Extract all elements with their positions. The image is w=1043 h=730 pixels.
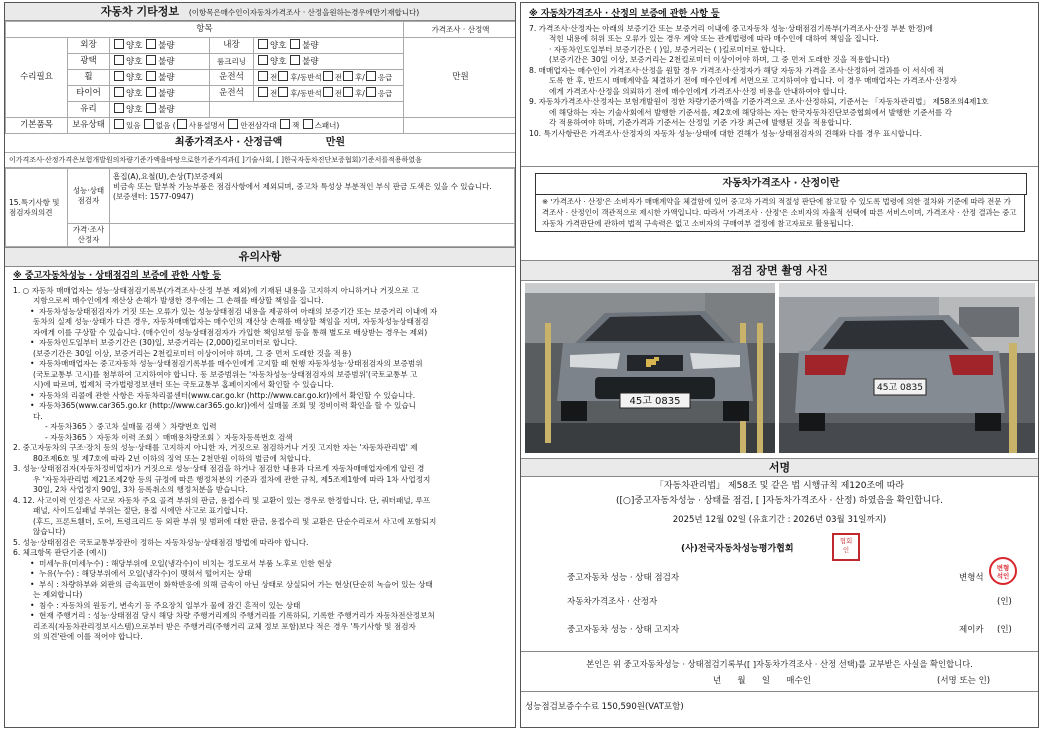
caution-line: • 현재 주행거리 : 성능·상태점검 당시 해당 차량 주행거리계의 주행거리를 기록하되, 기록한 주행거리가 자동차전산정보처	[13, 611, 507, 622]
caution-line: - 자동차365 〉자동차 이력 조회 〉매매용차량조회 〉자동차등록번호 검색	[45, 432, 293, 442]
caution-line: 다.	[33, 411, 43, 421]
checkbox[interactable]	[146, 39, 156, 49]
caution-line: 지함으로써 매수인에게 재산상 손해가 발생한 경우에는 그 손해를 배상할 책임을 집니다.	[33, 296, 324, 305]
price-line: 도록 한 후, 반드시 매매계약을 체결하기 전에 매수인에게 서면으로 고지하여야 합니다. 이 경우 매매업자는 가격조사·산정자	[549, 76, 957, 85]
caution-line: 6. 체크항목 판단기준 (예시)	[13, 548, 107, 557]
front-car-photo	[525, 283, 775, 453]
row-tire-label: 타이어	[68, 86, 110, 102]
price-unit: 만원	[404, 38, 517, 118]
checkbox[interactable]	[177, 119, 187, 129]
guarantee-fee: 성능점검보증수수료 150,590원(VAT포함)	[525, 702, 684, 712]
row-cleaning-label: 룸크리닝	[210, 54, 254, 70]
right-column	[520, 2, 1039, 728]
checkbox[interactable]	[258, 71, 268, 81]
caution-line: 동차의 실제 성능·상태가 다른 경우, 자동차매매업자는 매수인의 재산상 손해를 배상할 책임을 지며, 자동차성능상태점검	[33, 317, 429, 326]
caution-line: • 누유(누수) : 해당부위에서 오일(냉각수)이 맺혀서 떨어지는 상태	[13, 569, 507, 580]
other-info-subtitle: (이항목은매수인이자동차가격조사 · 산정을원하는경우에만기재합니다)	[188, 8, 420, 17]
checkbox[interactable]	[114, 119, 124, 129]
checkbox[interactable]	[278, 71, 288, 81]
inspector-stamp: 변형 석인	[989, 557, 1017, 585]
inspector-opinion-text: 흠집(A),요철(U),손상(T)보증제외 비금속 또는 탈부착 가능부품은 점검사항에서 제외되며, 중고차 특성상 부분적인 부식 판금 도색은 있을 수 있습니다. (보증센터: 1577-0947)	[110, 169, 515, 224]
caution-notice	[5, 267, 515, 643]
caution-line: 3. 성능·상태점검자(자동차정비업자)가 거짓으로 성능·상태 점검을 하거나 점검한 내용과 다르게 자동차매매업자에게 알린 경	[13, 464, 425, 473]
divider	[521, 651, 1038, 652]
association-seal: 협회 인	[832, 533, 860, 561]
checkbox[interactable]	[258, 39, 268, 49]
row-glass-label: 유리	[68, 102, 110, 118]
wheel-options: 양호 불량	[110, 70, 210, 86]
checkbox[interactable]	[146, 87, 156, 97]
caution-line: 4. 12. 사고이력 인정은 사고로 자동차 주요 골격 부위의 판금, 용접수리 및 교환이 있는 경우로 한정합니다. 단, 쿼터패널, 루프	[13, 495, 431, 505]
caution-line: 리조직(자동차관리정보시스템)으로부터 받은 주행거리(주행거리 교체 정보 포함)보다 적은 경우 '특기사항 및 점검자	[33, 621, 416, 631]
price-line: 에 해당하는 자는 기술사회에서 발행한 기준서를, 제2호에 해당하는 자는 한국자동차진단보증협회에서 발행한 기준서를 각	[549, 107, 952, 117]
caution-line: 30일, 2차 사업정지 90일, 3차 등록취소의 행정처분을 받습니다.	[33, 485, 248, 494]
role-inspector: 중고자동차 성능 · 상태 점검자 변형석 변형 석인	[521, 565, 1038, 589]
checkbox[interactable]	[290, 39, 300, 49]
checkbox[interactable]	[146, 71, 156, 81]
row-driver-label: 운전석	[210, 70, 254, 86]
row-driver-label-2: 운전석	[210, 86, 254, 102]
caution-line: • 부식 : 차량하부와 외판의 금속표면이 화학반응에 의해 금속이 아닌 상태로 상실되어 가는 현상(단순히 녹슬어 있는 상태	[13, 580, 507, 591]
col-price-header: 가격조사 · 산정액	[404, 22, 517, 38]
receipt-date: 년 월 일 매수인	[713, 676, 811, 686]
checkbox[interactable]	[280, 119, 290, 129]
checkbox[interactable]	[114, 55, 124, 65]
checkbox[interactable]	[258, 87, 268, 97]
price-line: (보증기간은 30일 이상, 보증거리는 2천킬로미터 이상이어야 하며, 그 중 먼저 도래한 것을 적용합니다)	[549, 55, 890, 64]
own-status-label: 보유상태	[68, 118, 110, 134]
price-line: 7. 가격조사·산정자는 아래의 보증기간 또는 보증거리 이내에 중고자동차 성능·상태점검기록부(가격조사·산정 부분 한정)에	[529, 23, 933, 33]
row-wheel-label: 휠	[68, 70, 110, 86]
left-column	[4, 2, 516, 728]
receipt-signature: (서명 또는 인)	[937, 676, 991, 686]
price-notice-heading: ※ 자동차가격조사 · 산정의 보증에 관한 사항 등	[529, 9, 720, 19]
signature-header: 서명	[521, 458, 1038, 477]
exterior-options: 양호 불량	[110, 38, 210, 54]
special-notes-label: 15.특기사항 및 점검자의의견	[6, 169, 68, 247]
tire-position-options: 전 후/동반석 전 후/ 응급	[254, 86, 404, 102]
caution-line: - 자동차365 〉중고차 실매물 검색 〉차량번호 입력	[45, 422, 217, 431]
inspector-opinion-label: 성능·상태 점검자	[68, 169, 110, 224]
col-item-header: 항목	[6, 22, 404, 38]
cleaning-options: 양호 불량	[254, 54, 404, 70]
final-price-unit: 만원	[325, 137, 346, 148]
row-gloss-label: 광택	[68, 54, 110, 70]
checkbox[interactable]	[323, 71, 333, 81]
price-opinion-text	[110, 224, 515, 247]
checkbox[interactable]	[114, 87, 124, 97]
role-price-assessor: 자동차가격조사 · 산정자 (인)	[567, 597, 1012, 607]
caution-line: (국토교통부 고시)를 첨부하여 고지하여야 합니다. 동 보증범위는 '자동차성능·상태점검자의 보증범위'(국토교통부 고	[33, 369, 418, 379]
caution-line: (후드, 프론트휀더, 도어, 트렁크리드 등 외판 부위 및 범퍼에 대한 판금, 용접수리 및 교환은 단순수리로서 사고에 포함되지	[33, 516, 437, 526]
interior-options: 양호 불량	[254, 38, 404, 54]
checkbox[interactable]	[366, 71, 376, 81]
special-notes-table	[5, 168, 515, 247]
caution-line: • 자동차매매업자는 중고자동차 성능·상태점검기록부를 매수인에게 고지할 때 현행 자동차성능·상태점검자의 보증범위	[13, 359, 507, 370]
basic-items-label: 기본품목	[6, 118, 68, 134]
role-notifier: 중고자동차 성능 · 상태 고지자 제이카 (인)	[567, 625, 1012, 635]
caution-heading: ※ 중고자동차성능 · 상태점검의 보증에 관한 사항 등	[13, 271, 221, 281]
tire-options: 양호 불량	[110, 86, 210, 102]
caution-line: 1. ○ 자동차 매매업자는 성능·상태점검기록부(가격조사·산정 부분 제외)에 기재된 내용을 고지하지 아니하거나 거짓으로 고	[13, 285, 419, 295]
checkbox[interactable]	[146, 103, 156, 113]
checkbox[interactable]	[366, 87, 376, 97]
checkbox[interactable]	[343, 87, 353, 97]
signature-line-1: 「자동차관리법」 제58조 및 같은 법 시행규칙 제120조에 따라	[654, 481, 905, 491]
wheel-position-options: 전 후/동반석 전 후/ 응급	[254, 70, 404, 86]
association-name: (사)전국자동차성능평가협회	[681, 544, 794, 554]
price-line: · 자동차인도일부터 보증기간은 ( )일, 보증거리는 ( )킬로미터로 합니다.	[549, 44, 786, 54]
caution-line: 는 제외합니다)	[33, 590, 83, 599]
caution-line: 우 '자동차관리법 제21조제2항 등의 규정에 따른 행정처분의 기준과 절차에 관한 규칙, 제5조제1항에 따라 1차 사업정지	[33, 474, 431, 484]
price-box-text: ※ '가격조사 · 산정'은 소비자가 매매계약을 체결함에 있어 중고차 가격의 적절성 판단에 참고할 수 있도록 법령에 의한 절차와 기준에 따라 전문 가격조사 · 산정인이 객관적으로 제시한 가액입니다. 따라서 '가격조사 · 산정'은 소비자의 자율적 선택에 따른 서비스이며, 가격조사 · 산정 결과는 중고자동차 가격판단에 관하여 법적 구속력은 없고 소비자의 구매여부 결정에 참고자료로 활용됩니다.	[535, 194, 1025, 232]
price-line: 9. 자동차가격조사·산정자는 보험개발원이 정한 차량기준가액을 기준가격으로 조사·산정하되, 기준서는 「자동차관리법」 제58조의4제1호	[529, 97, 989, 106]
caution-line: • 미세누유(미세누수) : 해당부위에 오일(냉각수)이 비치는 정도로서 부품 노후로 인한 현상	[13, 559, 507, 570]
glass-options: 양호 불량	[110, 102, 210, 118]
price-line: 8. 매매업자는 매수인이 가격조사·산정을 원할 경우 가격조사·산정자가 해당 자동차 가격을 조사·산정하여 결과를 이 서식에 적	[529, 65, 945, 75]
checkbox[interactable]	[146, 55, 156, 65]
front-car-illustration	[525, 283, 775, 453]
checkbox[interactable]	[114, 71, 124, 81]
final-price-row	[5, 134, 515, 153]
caution-line: 80조제6호 및 제7호에 따라 2년 이하의 징역 또는 2천만원 이하의 벌금에 처합니다.	[33, 453, 312, 463]
own-status-options: 있음 없음 ( 사용설명서 안전삼각대 잭 스패너)	[110, 118, 404, 134]
checkbox[interactable]	[114, 39, 124, 49]
checkbox[interactable]	[258, 55, 268, 65]
rear-plate: 45고 0835	[877, 383, 923, 393]
checkbox[interactable]	[323, 87, 333, 97]
checkbox[interactable]	[343, 71, 353, 81]
empty-cell	[210, 102, 404, 118]
other-info-header	[5, 3, 515, 21]
checkbox[interactable]	[144, 119, 154, 129]
caution-line: 않습니다)	[33, 527, 66, 536]
caution-line: (보증기간은 30일 이상, 보증거리는 2천킬로미터 이상이어야 하며, 그 중 먼저 도래한 것을 적용)	[33, 348, 352, 358]
caution-header: 유의사항	[5, 247, 515, 267]
checkbox[interactable]	[228, 119, 238, 129]
caution-lines	[13, 286, 507, 643]
divider	[521, 691, 1038, 692]
divider	[521, 166, 1038, 167]
price-notice	[521, 3, 1038, 139]
price-line: 각 적용하여야 하며, 기준가격과 기준서는 산정일 기준 가장 최근에 발행된 것을 적용합니다.	[549, 118, 852, 127]
signature-roles	[521, 565, 1038, 641]
price-opinion-label: 가격·조사 산정자	[68, 224, 110, 247]
other-info-title: 자동차 기타정보	[100, 5, 179, 18]
caution-line: • 자동차성능상태점검자가 거짓 또는 오류가 있는 성능상태점검 내용을 제공하여 아래의 보증기간 또는 보증거리 이내에 자	[13, 307, 507, 318]
price-line: 10. 특기사항란은 가격조사·산정자의 자동차 성능·상태에 대한 견해가 성능·상태점검자의 견해와 다를 경우 표시합니다.	[529, 128, 923, 138]
checkbox[interactable]	[114, 103, 124, 113]
caution-line: • 자동차인도일부터 보증기간은 (30)일, 보증거리는 (2,000)킬로미터로 합니다.	[13, 338, 507, 349]
empty-price-cell	[404, 118, 517, 134]
caution-line: 의 의견'란에 이를 적어야 합니다.	[33, 632, 143, 641]
signature-statement	[521, 479, 1038, 528]
checkbox[interactable]	[303, 119, 313, 129]
caution-line: 시)에 따르며, 법제처 국가법령정보센터 또는 국토교통부 홈페이지에서 확인할 수 있습니다.	[33, 380, 334, 389]
caution-line: 5. 성능·상태점검은 국토교통부장관이 정하는 자동차성능·상태점검 방법에 따라야 합니다.	[13, 537, 309, 547]
rear-car-photo	[779, 283, 1035, 453]
rear-car-illustration	[779, 283, 1035, 453]
row-interior-label: 내장	[210, 38, 254, 54]
row-exterior-label: 외장	[68, 38, 110, 54]
repair-needed-label: 수리필요	[6, 38, 68, 118]
caution-line: 자에게 이를 구상할 수 있습니다. (매수인이 성능상태점검자가 가입한 책임보험 등을 통해 별도로 배상받는 경우는 제외)	[33, 327, 428, 337]
checkbox[interactable]	[290, 55, 300, 65]
price-line: 에게 가격조사·산정을 의뢰하기 전에 매수인에게 가격조사·산정 비용을 안내하여야 합니다.	[549, 86, 847, 96]
caution-line: • 자동차365(www.car365.go.kr (http://www.car365.go.kr))에서 실매물 조회 및 정비이력 확인을 할 수 있습니	[13, 401, 507, 412]
final-price-title: 최종가격조사 · 산정금액	[174, 137, 283, 148]
signature-line-2: ([○]중고자동차성능 · 상태를 점검, [ ]자동차가격조사 · 산정) 하였음을 확인합니다.	[616, 496, 943, 506]
caution-line: 2. 중고자동차의 구조·장치 등의 성능·상태를 고지하지 아니한 자, 거짓으로 점검하거나 거짓 고지한 자는 '자동차관리법' 제	[13, 443, 418, 452]
caution-line: • 침수 : 자동차의 원동기, 변속기 등 주요장치 일부가 물에 잠긴 흔적이 있는 상태	[13, 601, 507, 612]
final-price-note: 이가격조사·산정가격은보험개발원의차량기준가액을바탕으로한기준가격과([ ]기술사회, [ ]한국자동차진단보증협회)기준서를적용하였음	[5, 153, 515, 168]
gloss-options: 양호 불량	[110, 54, 210, 70]
photos-header: 점검 장면 촬영 사진	[521, 260, 1038, 281]
other-info-table	[5, 21, 516, 134]
price-line: 적힌 내용에 허위 또는 오류가 있는 경우 계약 또는 관계법령에 따라 매수인에 대하여 책임을 집니다.	[549, 34, 879, 43]
checkbox[interactable]	[278, 87, 288, 97]
price-notice-lines	[529, 24, 1030, 140]
receipt-confirmation: 본인은 위 중고자동차성능 · 상태점검기록부([ ]자동차가격조사 · 산정 선택)를 교부받은 사실을 확인합니다.	[586, 659, 973, 669]
caution-line: 패널, 사이드실패널 부위는 절단, 용접 시에만 사고로 표기합니다.	[33, 506, 248, 515]
caution-line: • 자동차의 리콜에 관한 사항은 자동차리콜센터(www.car.go.kr (http://www.car.go.kr))에서 확인할 수 있습니다.	[13, 391, 507, 402]
price-box-title: 자동차가격조사 · 산정이란	[535, 173, 1027, 195]
front-plate: 45고 0835	[629, 396, 681, 407]
signature-date: 2025년 12월 02일 (유효기간 : 2026년 03월 31일까지)	[672, 515, 887, 525]
